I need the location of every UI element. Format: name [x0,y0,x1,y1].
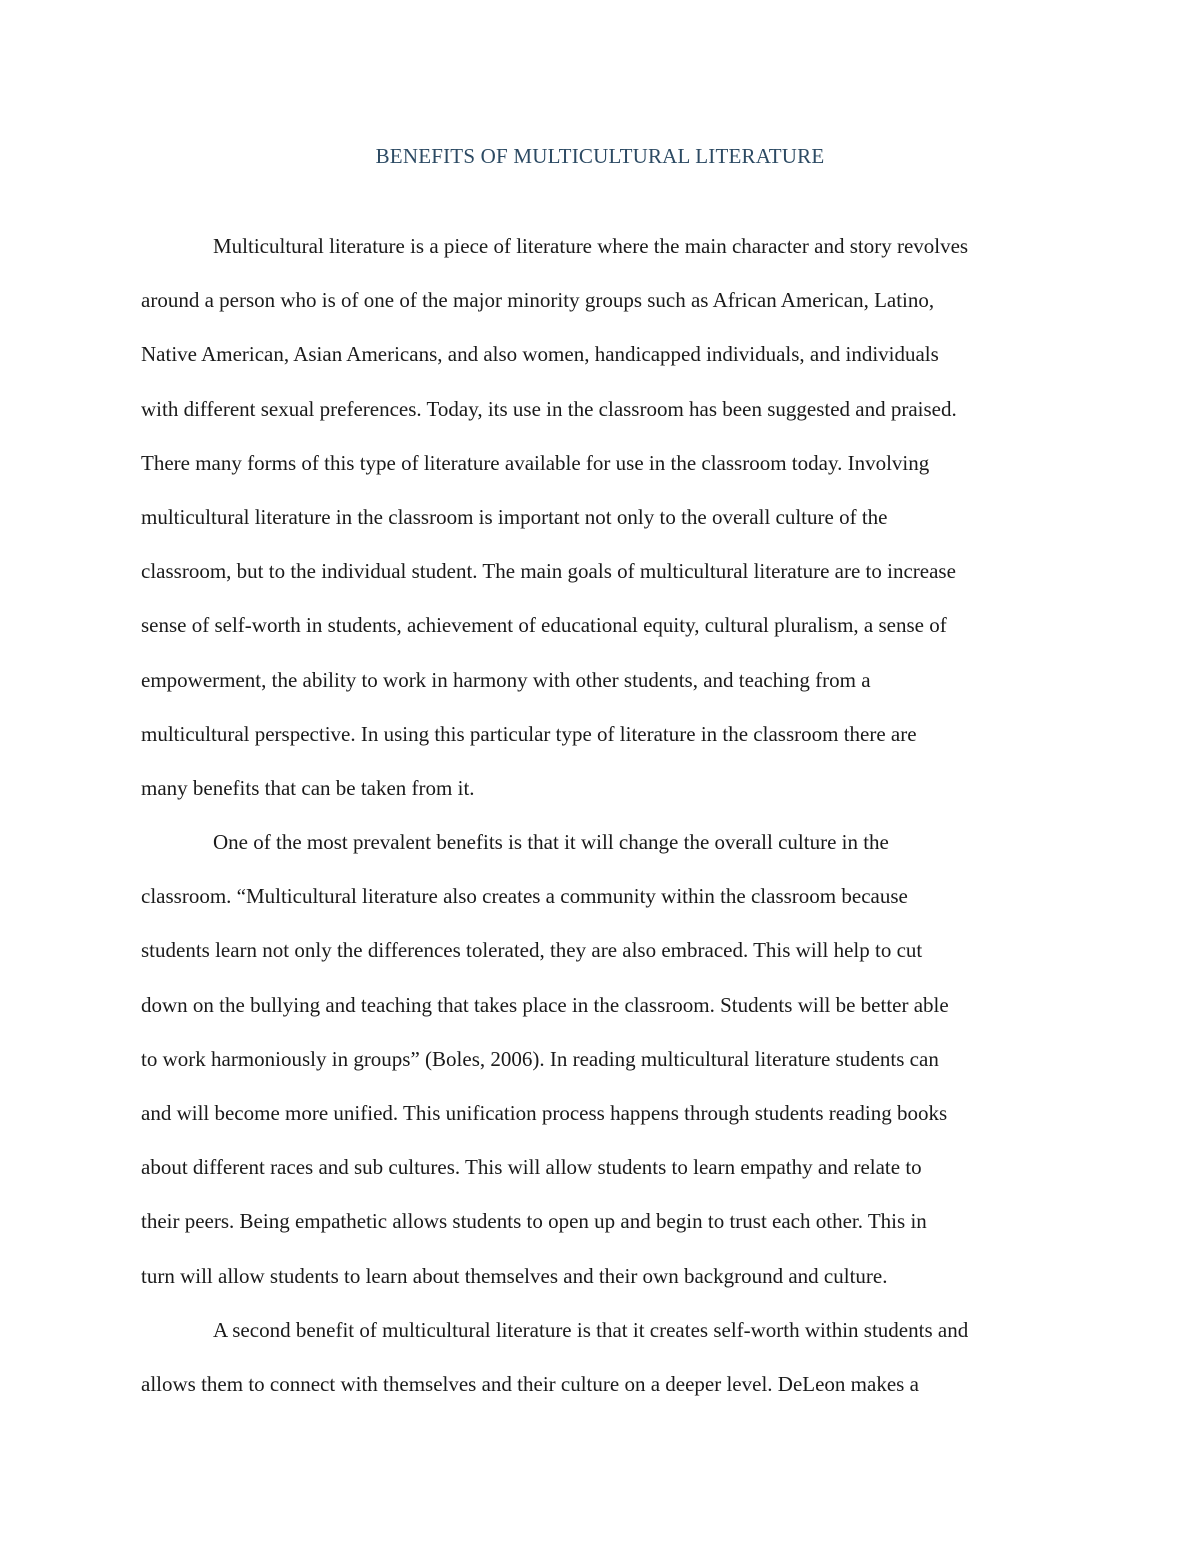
text-line: to work harmoniously in groups” (Boles, 2006). In reading multicultural literature students can [141,1046,939,1071]
text-line: their peers. Being empathetic allows students to open up and begin to trust each other. This in [141,1209,927,1234]
text-line: empowerment, the ability to work in harmony with other students, and teaching from a [141,667,871,692]
text-line: many benefits that can be taken from it. [141,775,475,800]
text-line: sense of self-worth in students, achievement of educational equity, cultural pluralism, a sense of [141,613,947,638]
text-line: about different races and sub cultures. This will allow students to learn empathy and relate to [141,1155,922,1180]
text-line: with different sexual preferences. Today, its use in the classroom has been suggested and praised. [141,396,957,421]
text-line: Native American, Asian Americans, and also women, handicapped individuals, and individuals [141,342,939,367]
text-line: turn will allow students to learn about themselves and their own background and culture. [141,1263,888,1288]
paragraph-first-line: Multicultural literature is a piece of literature where the main character and story revolves [213,234,969,258]
document-title: BENEFITS OF MULTICULTURAL LITERATURE [375,144,825,168]
text-line: allows them to connect with themselves and their culture on a deeper level. DeLeon makes a [141,1371,919,1396]
text-line: and will become more unified. This unification process happens through students reading books [141,1101,948,1125]
text-line: classroom. “Multicultural literature also creates a community within the classroom because [141,884,908,909]
text-line: classroom, but to the individual student. The main goals of multicultural literature are to increase [141,559,956,584]
paragraph-first-line: One of the most prevalent benefits is that it will change the overall culture in the [213,830,889,855]
text-line: There many forms of this type of literature available for use in the classroom today. Involving [141,450,930,475]
document-body [141,219,1066,1411]
text-line: students learn not only the differences tolerated, they are also embraced. This will help to cut [141,938,923,963]
text-line: multicultural literature in the classroom is important not only to the overall culture of the [141,504,888,529]
text-line: multicultural perspective. In using this particular type of literature in the classroom there are [141,721,917,746]
paragraph-first-line: A second benefit of multicultural literature is that it creates self-worth within students and [213,1317,969,1342]
text-line: down on the bullying and teaching that takes place in the classroom. Students will be better able [141,992,949,1017]
text-line: around a person who is of one of the major minority groups such as African American, Latino, [141,288,935,313]
